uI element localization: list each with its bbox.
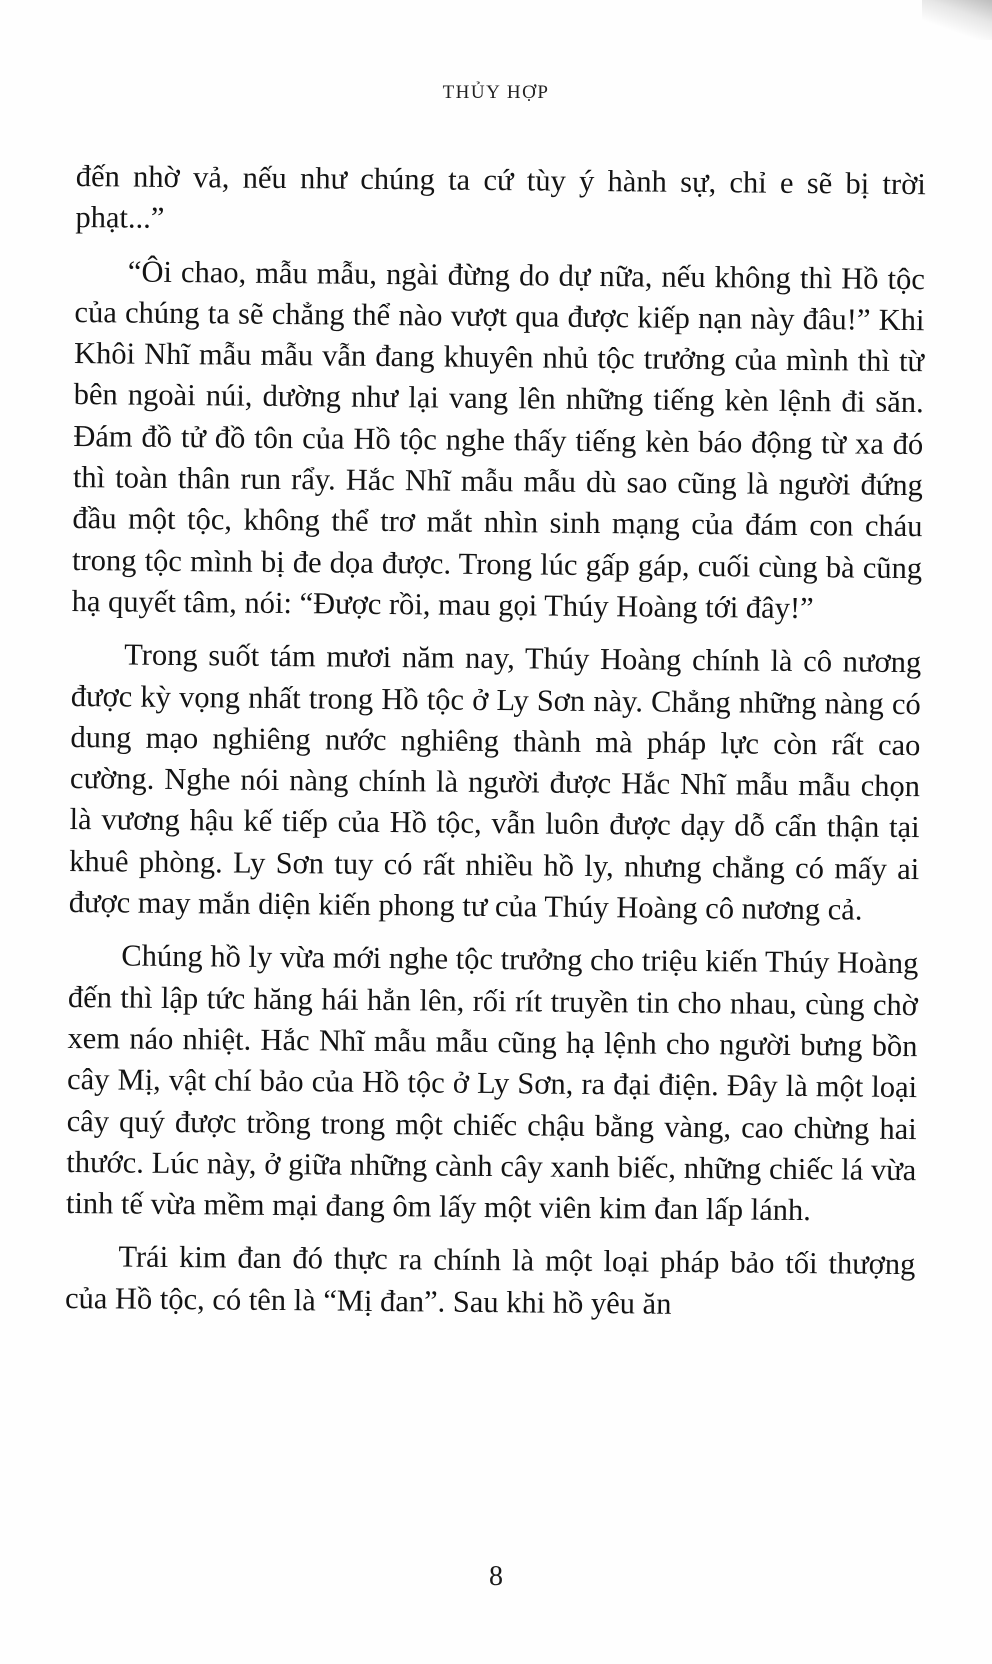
paragraph: Trái kim đan đó thực ra chính là một loại pháp bảo tối thượng của Hồ tộc, có tên là “Mị đan”. Sau khi hồ yêu ăn (64, 1239, 916, 1321)
body-text (65, 156, 926, 1339)
paragraph: Trong suốt tám mươi năm nay, Thúy Hoàng chính là cô nương được kỳ vọng nhất trong Hồ tộc ở Ly Sơn này. Chẳng những nàng có dung mạo nghiêng nước nghiêng thành mà pháp lực còn rất cao cường. Nghe nói nàng chính là người được Hắc Nhĩ mẫu mẫu chọn là vương hậu kế tiếp của Hồ tộc, vẫn luôn được dạy dỗ cẩn thận tại khuê phòng. Ly Sơn tuy có rất nhiều hồ ly, nhưng chẳng có mấy ai được may mắn diện kiến phong tư của Thúy Hoàng cô nương cả. (68, 637, 922, 927)
paragraph: Chúng hồ ly vừa mới nghe tộc trưởng cho triệu kiến Thúy Hoàng đến thì lập tức hăng hái hẳn lên, rối rít truyền tin cho nhau, cùng chờ xem náo nhiệt. Hắc Nhĩ mẫu mẫu cũng hạ lệnh cho người bưng bồn cây Mị, vật chí bảo của Hồ tộc ở Ly Sơn, ra đại điện. Đây là một loại cây quý được trồng trong một chiếc chậu bằng vàng, cao chừng hai thước. Lúc này, ở giữa những cành cây xanh biếc, những chiếc lá vừa tinh tế vừa mềm mại đang ôm lấy một viên kim đan lấp lánh. (65, 938, 919, 1228)
paragraph-continuation: đến nhờ vả, nếu như chúng ta cứ tùy ý hành sự, chỉ e sẽ bị trời phạt...” (75, 158, 926, 236)
paragraph: “Ôi chao, mẫu mẫu, ngài đừng do dự nữa, nếu không thì Hồ tộc của chúng ta sẽ chẳng thể nào vượt qua được kiếp nạn này đâu!” Khi Khôi Nhĩ mẫu mẫu vẫn đang khuyên nhủ tộc trưởng của mình thì từ bên ngoài núi, dường như lại vang lên những tiếng kèn lệnh đi săn. Đám đồ tử đồ tôn của Hồ tộc nghe thấy tiếng kèn báo động từ xa đó thì toàn thân run rẩy. Hắc Nhĩ mẫu mẫu dù sao cũng là người đứng đầu một tộc, không thể trơ mắt nhìn sinh mạng của đám con cháu trong tộc mình bị đe dọa được. Trong lúc gấp gáp, cuối cùng bà cũng hạ quyết tâm, nói: “Được rồi, mau gọi Thúy Hoàng tới đây!” (71, 254, 926, 626)
page-corner-shadow (922, 0, 992, 40)
running-header-title: THỦY HỢP (442, 82, 550, 103)
page-number: 8 (489, 1561, 503, 1592)
